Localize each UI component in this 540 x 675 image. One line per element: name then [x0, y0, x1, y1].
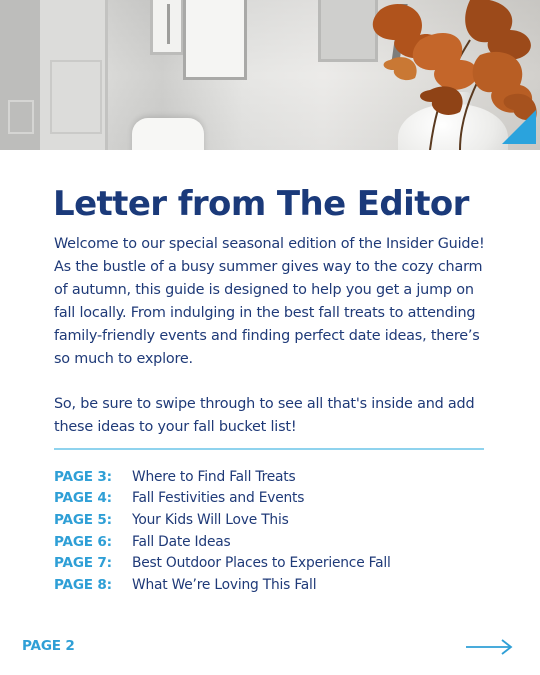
- hero-photo: [0, 0, 540, 150]
- toc-item-page-3[interactable]: [54, 466, 494, 488]
- toc-page-title: What We’re Loving This Fall: [132, 576, 317, 593]
- arrow-right-icon[interactable]: [464, 638, 514, 656]
- page-title: Letter from The Editor: [53, 184, 469, 224]
- toc-page-label: PAGE 5:: [54, 511, 112, 528]
- toc-page-title: Your Kids Will Love This: [132, 511, 289, 528]
- page-number: PAGE 2: [22, 638, 75, 654]
- hero-door: [0, 0, 40, 150]
- toc-item-page-5[interactable]: [54, 509, 494, 531]
- toc-item-page-8[interactable]: [54, 574, 494, 596]
- table-of-contents: [54, 466, 494, 596]
- editor-letter: [54, 233, 494, 439]
- hero-frame-small: [150, 0, 184, 55]
- toc-page-label: PAGE 3:: [54, 468, 112, 485]
- toc-page-label: PAGE 6:: [54, 533, 112, 550]
- letter-paragraph: So, be sure to swipe through to see all that's inside and add these ideas to your fall bucket list!: [54, 396, 475, 436]
- toc-page-title: Fall Festivities and Events: [132, 490, 305, 507]
- toc-page-title: Best Outdoor Places to Experience Fall: [132, 555, 391, 572]
- section-divider: [54, 448, 484, 450]
- hero-cabinet: [40, 0, 108, 150]
- toc-page-label: PAGE 8:: [54, 576, 112, 593]
- hero-frame-leaf-art: [183, 0, 247, 80]
- hero-pillow: [132, 118, 204, 150]
- toc-item-page-6[interactable]: [54, 531, 494, 553]
- toc-page-title: Fall Date Ideas: [132, 533, 231, 550]
- corner-triangle-accent: [502, 110, 536, 144]
- toc-page-label: PAGE 4:: [54, 490, 112, 507]
- toc-page-label: PAGE 7:: [54, 555, 112, 572]
- letter-paragraph: Welcome to our special seasonal edition of the Insider Guide! As the bustle of a busy summer gives way to the cozy charm of autumn, this guide is designed to help you get a jump on fall locally. From indulging in the best fall treats to attending family-friendly events and finding perfect date ideas, there’s so much to explore.: [54, 236, 485, 367]
- toc-item-page-7[interactable]: [54, 552, 494, 574]
- toc-item-page-4[interactable]: [54, 488, 494, 510]
- toc-page-title: Where to Find Fall Treats: [132, 468, 296, 485]
